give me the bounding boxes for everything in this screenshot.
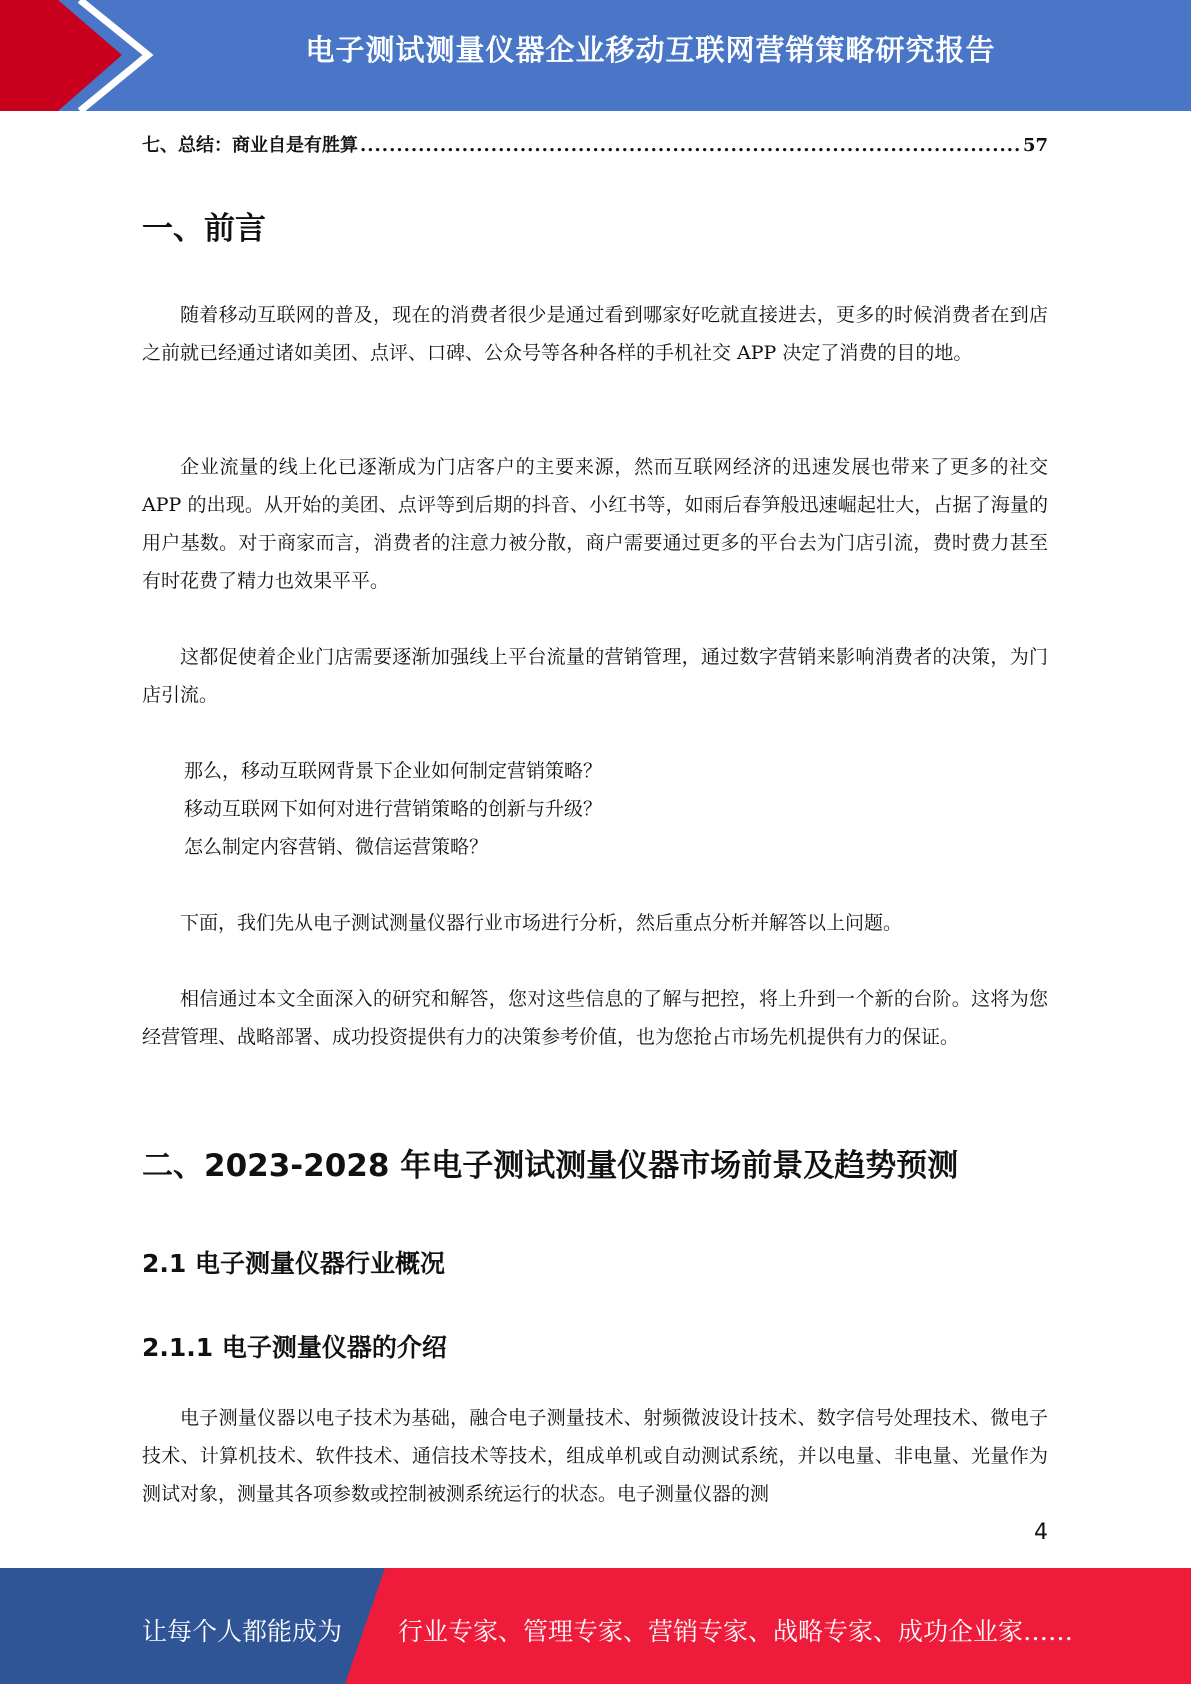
overview-heading: 2.1 电子测量仪器行业概况 [142, 1249, 445, 1278]
preface-paragraph-1: 随着移动互联网的普及，现在的消费者很少是通过看到哪家好吃就直接进去，更多的时候消费者在到店之前就已经通过诸如美团、点评、口碑、公众号等各种各样的手机社交 APP 决定了消费的目的地。 [142, 304, 1048, 364]
market-heading: 二、2023-2028 年电子测试测量仪器市场前景及趋势预测 [142, 1148, 959, 1184]
page-header [0, 0, 1191, 111]
toc-dot-leader [360, 135, 1021, 156]
page-number: 4 [1034, 1520, 1048, 1545]
footer-slogan-right: 行业专家、管理专家、营销专家、战略专家、成功企业家…… [398, 1617, 1074, 1646]
page-footer [0, 1568, 1191, 1684]
toc-entry-page: 57 [1022, 135, 1048, 156]
preface-heading: 一、前言 [142, 211, 266, 247]
preface-paragraph-4: 下面，我们先从电子测试测量仪器行业市场进行分析，然后重点分析并解答以上问题。 [180, 912, 903, 934]
preface-paragraph-2: 企业流量的线上化已逐渐成为门店客户的主要来源，然而互联网经济的迅速发展也带来了更多的社交 APP 的出现。从开始的美团、点评等到后期的抖音、小红书等，如雨后春笋般迅速崛起壮大，占据了海量的用户基数。对于商家而言，消费者的注意力被分散，商户需要通过更多的平台去为门店引流，费时费力甚至有时花费了精力也效果平平。 [142, 456, 1048, 592]
intro-paragraph: 电子测量仪器以电子技术为基础，融合电子测量技术、射频微波设计技术、数字信号处理技术、微电子技术、计算机技术、软件技术、通信技术等技术，组成单机或自动测试系统，并以电量、非电量、光量作为测试对象，测量其各项参数或控制被测系统运行的状态。电子测量仪器的测 [142, 1407, 1048, 1505]
report-title: 电子测试测量仪器企业移动互联网营销策略研究报告 [305, 33, 996, 67]
toc-entry[interactable] [142, 131, 1048, 157]
toc-entry-label: 七、总结：商业自是有胜算 [142, 135, 358, 156]
intro-heading: 2.1.1 电子测量仪器的介绍 [142, 1333, 447, 1362]
question-2: 移动互联网下如何对进行营销策略的创新与升级？ [184, 798, 603, 820]
question-3: 怎么制定内容营销、微信运营策略？ [184, 836, 489, 858]
question-1: 那么，移动互联网背景下企业如何制定营销策略？ [184, 760, 603, 782]
preface-paragraph-3: 这都促使着企业门店需要逐渐加强线上平台流量的营销管理，通过数字营销来影响消费者的决策，为门店引流。 [142, 646, 1048, 706]
preface-paragraph-5: 相信通过本文全面深入的研究和解答，您对这些信息的了解与把控，将上升到一个新的台阶。这将为您经营管理、战略部署、成功投资提供有力的决策参考价值，也为您抢占市场先机提供有力的保证。 [142, 988, 1048, 1048]
footer-slogan-left: 让每个人都能成为 [142, 1617, 343, 1646]
